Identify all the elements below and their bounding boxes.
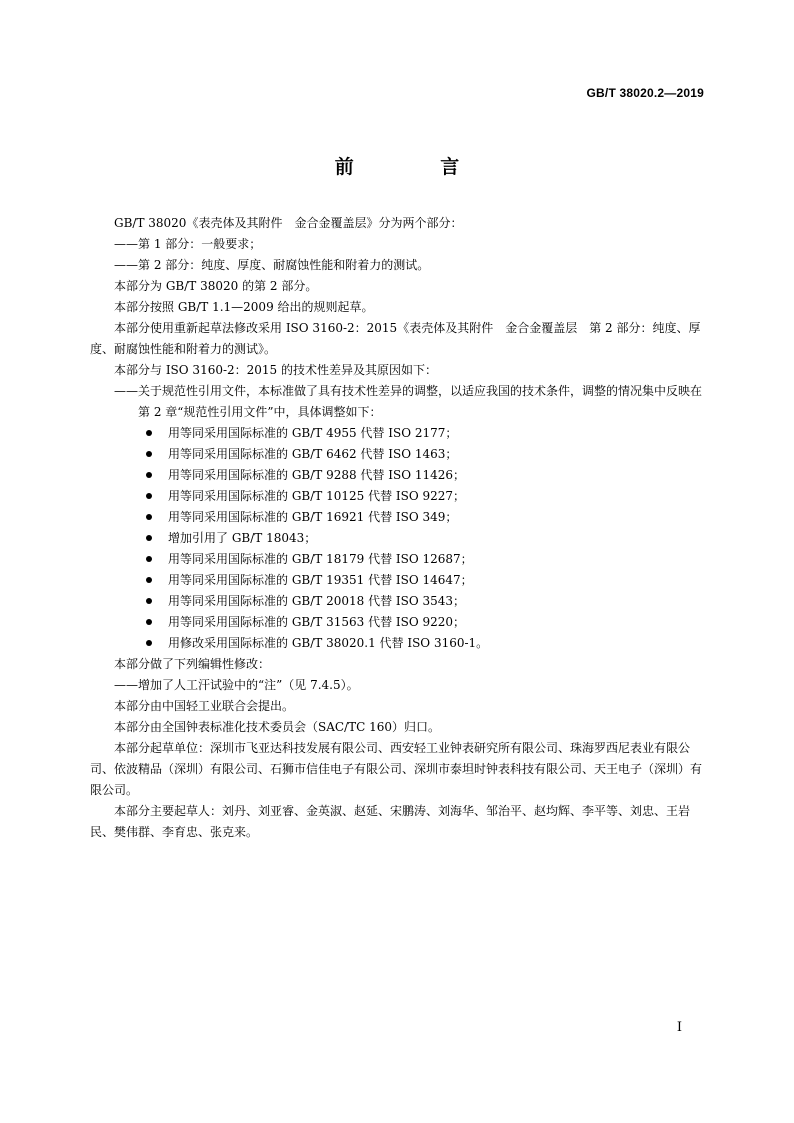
bullet-dot-icon — [146, 619, 152, 625]
bullet-item — [146, 570, 704, 591]
bullet-item — [146, 633, 704, 654]
bullet-text: 用等同采用国际标准的 GB/T 31563 代替 ISO 9220； — [168, 615, 466, 629]
bullet-item — [146, 507, 704, 528]
bullet-text: 用等同采用国际标准的 GB/T 4955 代替 ISO 2177； — [168, 426, 458, 440]
bullet-item — [146, 444, 704, 465]
bullet-item — [146, 465, 704, 486]
bullet-text: 增加引用了 GB/T 18043； — [168, 531, 317, 545]
page-number: I — [676, 1020, 682, 1035]
bullet-item — [146, 612, 704, 633]
adjustment-list — [90, 423, 704, 654]
paragraph: 本部分主要起草人：刘丹、刘亚睿、金英淑、赵延、宋鹏涛、刘海华、邹治平、赵均辉、李平等、刘忠、王岩民、樊伟群、李育忠、张克来。 — [90, 804, 691, 839]
bullet-text: 用修改采用国际标准的 GB/T 38020.1 代替 ISO 3160-1。 — [168, 636, 489, 650]
paragraph: 本部分使用重新起草法修改采用 ISO 3160-2：2015《表壳体及其附件 金合金覆盖层 第 2 部分：纯度、厚度、耐腐蚀性能和附着力的测试》。 — [90, 321, 701, 356]
bullet-item — [146, 549, 704, 570]
bullet-dot-icon — [146, 598, 152, 604]
bullet-text: 用等同采用国际标准的 GB/T 19351 代替 ISO 14647； — [168, 573, 473, 587]
paragraph: 本部分为 GB/T 38020 的第 2 部分。 — [114, 279, 318, 293]
bullet-text: 用等同采用国际标准的 GB/T 10125 代替 ISO 9227； — [168, 489, 466, 503]
paragraph: 本部分做了下列编辑性修改： — [114, 657, 271, 671]
bullet-dot-icon — [146, 640, 152, 646]
bullet-dot-icon — [146, 493, 152, 499]
bullet-dot-icon — [146, 430, 152, 436]
bullet-dot-icon — [146, 577, 152, 583]
paragraph: 本部分与 ISO 3160-2：2015 的技术性差异及其原因如下： — [114, 363, 438, 377]
bullet-text: 用等同采用国际标准的 GB/T 6462 代替 ISO 1463； — [168, 447, 458, 461]
paragraph: 本部分按照 GB/T 1.1—2009 给出的规则起草。 — [114, 300, 374, 314]
bullet-item — [146, 591, 704, 612]
dash-item: ——增加了人工汗试验中的“注”（见 7.4.5）。 — [114, 678, 359, 692]
dash-item: ——第 2 部分：纯度、厚度、耐腐蚀性能和附着力的测试。 — [114, 258, 430, 272]
bullet-text: 用等同采用国际标准的 GB/T 20018 代替 ISO 3543； — [168, 594, 466, 608]
bullet-dot-icon — [146, 472, 152, 478]
foreword-closing — [90, 654, 704, 843]
bullet-dot-icon — [146, 451, 152, 457]
bullet-text: 用等同采用国际标准的 GB/T 9288 代替 ISO 11426； — [168, 468, 466, 482]
dash-item: ——关于规范性引用文件，本标准做了具有技术性差异的调整，以适应我国的技术条件，调整的情况集中反映在第 2 章“规范性引用文件”中，具体调整如下： — [114, 384, 703, 419]
bullet-item — [146, 528, 704, 549]
bullet-text: 用等同采用国际标准的 GB/T 16921 代替 ISO 349； — [168, 510, 458, 524]
bullet-dot-icon — [146, 556, 152, 562]
bullet-dot-icon — [146, 535, 152, 541]
bullet-dot-icon — [146, 514, 152, 520]
page-title: 前 言 — [334, 156, 500, 178]
bullet-item — [146, 486, 704, 507]
paragraph: 本部分起草单位：深圳市飞亚达科技发展有限公司、西安轻工业钟表研究所有限公司、珠海罗西尼表业有限公司、依波精品（深圳）有限公司、石狮市信佳电子有限公司、深圳市泰坦时钟表科技有限公司、天王电子（深圳）有限公司。 — [90, 741, 703, 797]
foreword-body — [90, 213, 704, 843]
paragraph: 本部分由中国轻工业联合会提出。 — [114, 699, 295, 713]
paragraph: GB/T 38020《表壳体及其附件 金合金覆盖层》分为两个部分： — [114, 216, 463, 230]
standard-code: GB/T 38020.2—2019 — [586, 86, 704, 100]
dash-item: ——第 1 部分：一般要求； — [114, 237, 262, 251]
foreword-intro — [90, 213, 704, 423]
bullet-text: 用等同采用国际标准的 GB/T 18179 代替 ISO 12687； — [168, 552, 473, 566]
paragraph: 本部分由全国钟表标准化技术委员会（SAC/TC 160）归口。 — [114, 720, 441, 734]
bullet-item — [146, 423, 704, 444]
